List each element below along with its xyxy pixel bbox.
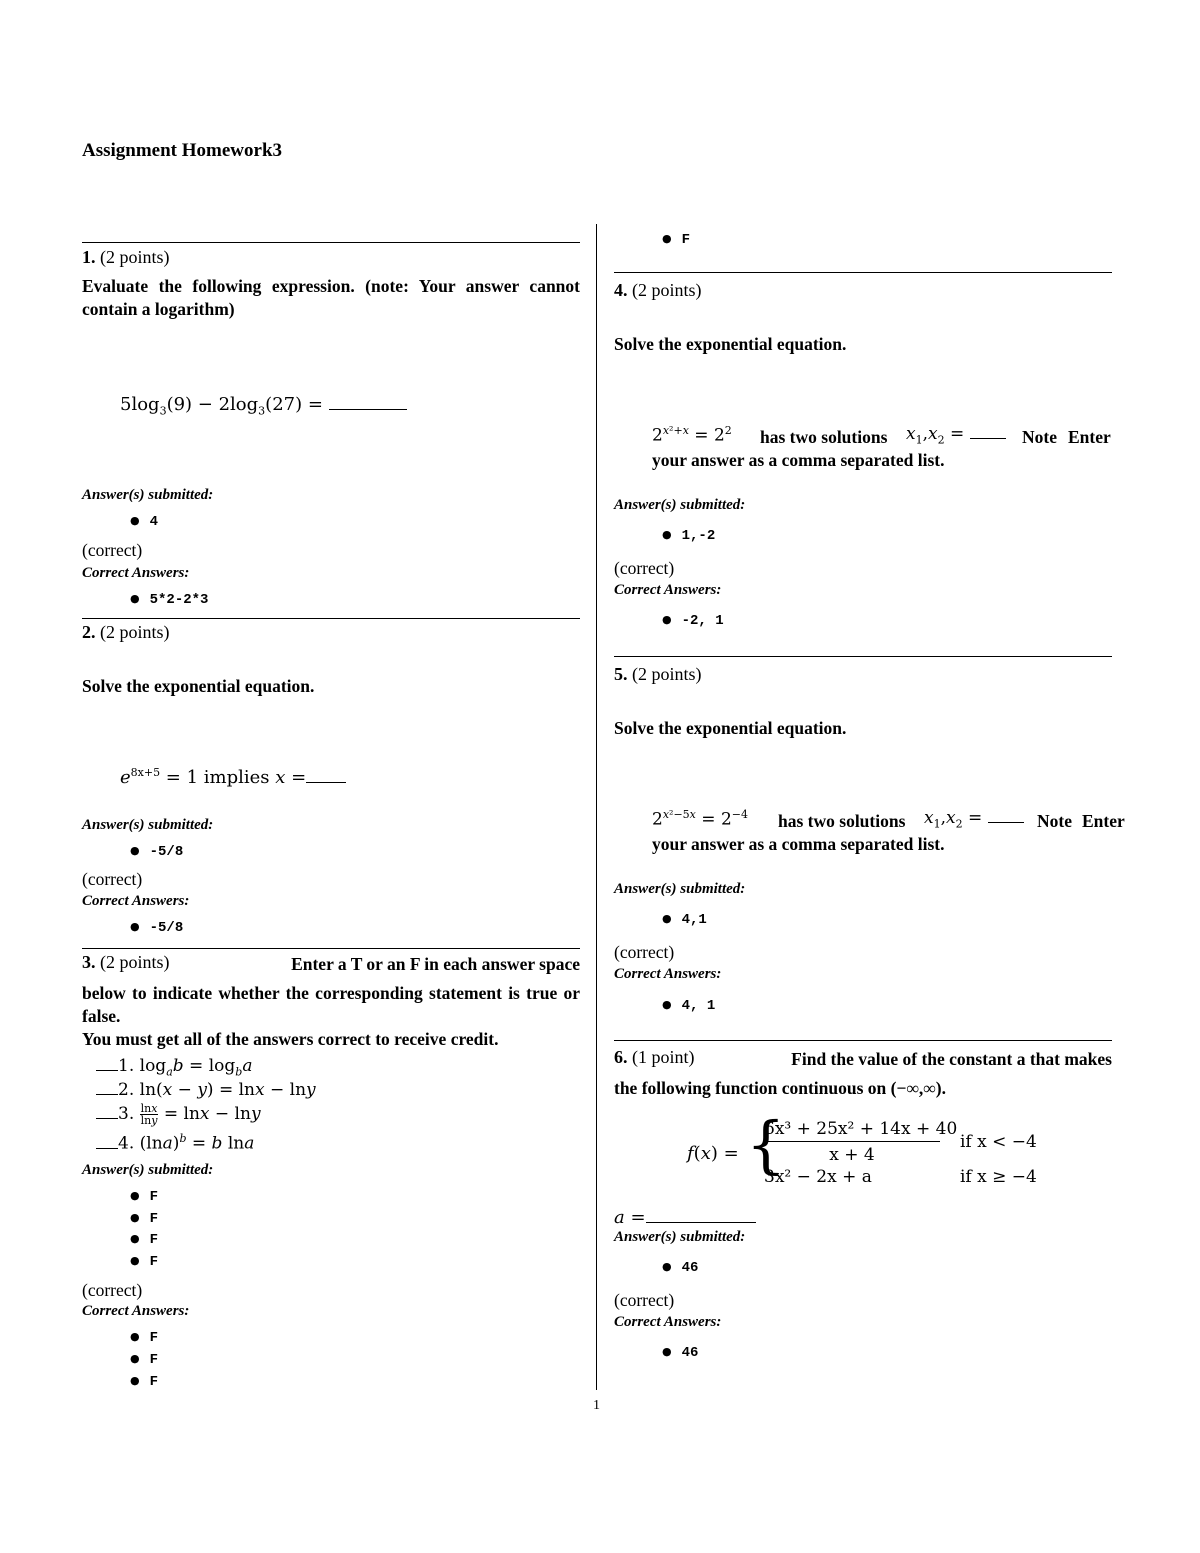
submitted-answer: ● 4 xyxy=(130,514,159,530)
problem-4-solutions: $x_1,x_2$ = xyxy=(906,424,1006,446)
problem-1-header xyxy=(82,247,170,268)
correct-answer: ● 46 xyxy=(662,1345,699,1361)
problem-5-header: 5. (2 points) xyxy=(614,664,702,684)
submitted-label: Answer(s) submitted: xyxy=(82,817,214,833)
problem-6-prompt: the following function continuous on (−∞,∞). xyxy=(614,1078,946,1098)
correct-answer: ● F xyxy=(130,1352,159,1368)
answer-blank[interactable] xyxy=(646,1222,756,1223)
problem-4-note: Enter your answer as a comma separated list. xyxy=(652,427,1111,470)
correct-answer: ● 4, 1 xyxy=(662,998,716,1014)
answer-blank[interactable] xyxy=(329,409,407,410)
submitted-answer: ● 46 xyxy=(662,1260,699,1276)
correct-answer: ● -5/8 xyxy=(130,920,184,936)
correct-answer: ● F xyxy=(130,1374,159,1390)
piece2-condition: if x ≥ −4 xyxy=(960,1167,1037,1187)
submitted-answer: ● 4,1 xyxy=(662,912,707,928)
tf-statement: 3. $\frac{\ln x}{\ln y}$ = lnx − lny xyxy=(96,1103,261,1126)
problem-3-prompt: below to indicate whether the corresponding statement is true or false. xyxy=(82,983,580,1026)
problem-5-solutions: $x_1,x_2$ = xyxy=(924,808,1024,830)
page-number: 1 xyxy=(593,1398,600,1413)
status-text: (correct) xyxy=(614,942,675,962)
status-text: (correct) xyxy=(82,540,143,560)
problem-5-note: Enter your answer as a comma separated list. xyxy=(652,811,1125,854)
correct-answer: ● F xyxy=(130,1330,159,1346)
problem-4-header: 4. (2 points) xyxy=(614,280,702,300)
correct-answer: ● F xyxy=(662,232,691,248)
problem-3-prompt-lead: Enter a T or an F in each answer space xyxy=(291,954,580,974)
problem-3-header: 3. (2 points) xyxy=(82,952,170,972)
problem-separator xyxy=(614,272,1112,273)
status-text: (correct) xyxy=(614,1290,675,1310)
problem-5-note-label: Note xyxy=(1037,811,1072,831)
problem-4-mid-text: has two solutions xyxy=(760,427,888,447)
answer-blank[interactable] xyxy=(306,782,346,783)
submitted-answer: ● F xyxy=(130,1211,159,1227)
answer-blank[interactable] xyxy=(96,1148,118,1149)
submitted-answer: ● F xyxy=(130,1189,159,1205)
answer-blank[interactable] xyxy=(96,1118,118,1119)
piece1-denominator: x + 4 xyxy=(829,1145,875,1165)
correct-label: Correct Answers: xyxy=(82,893,190,909)
problem-1-expression: $5\log_3(9) - 2\log_3(27)$ = xyxy=(120,394,407,418)
correct-label: Correct Answers: xyxy=(82,1303,190,1319)
problem-1-prompt: Evaluate the following expression. (note: Your answer cannot contain a logarithm) xyxy=(82,276,580,319)
submitted-label: Answer(s) submitted: xyxy=(614,881,746,897)
function-name: f(x) = xyxy=(687,1143,739,1164)
status-text: (correct) xyxy=(82,869,143,889)
submitted-answer: ● -5/8 xyxy=(130,844,184,860)
problem-6-prompt-lead: Find the value of the constant a that makes xyxy=(791,1049,1112,1069)
status-text: (correct) xyxy=(82,1280,143,1300)
submitted-answer: ● F xyxy=(130,1232,159,1248)
problem-5-mid-text: has two solutions xyxy=(778,811,906,831)
page-title: Assignment Homework3 xyxy=(82,140,283,161)
answer-line: a = xyxy=(614,1207,756,1228)
piece2-expression: 3x² − 2x + a xyxy=(764,1167,872,1187)
problem-4-expression: $2^{x^2+x} = 2^2$ xyxy=(652,424,732,446)
problem-6-header: 6. (1 point) xyxy=(614,1047,695,1067)
answer-blank[interactable] xyxy=(96,1070,118,1071)
problem-4-note-label: Note xyxy=(1022,427,1057,447)
correct-label: Correct Answers: xyxy=(614,582,722,598)
submitted-label: Answer(s) submitted: xyxy=(614,1229,746,1245)
problem-points: (2 points) xyxy=(100,247,170,267)
correct-label: Correct Answers: xyxy=(614,966,722,982)
column-divider xyxy=(596,224,597,1390)
correct-label: Correct Answers: xyxy=(614,1314,722,1330)
correct-label: Correct Answers: xyxy=(82,565,190,581)
tf-statement: 4. $(\ln a)^b = b$ lna xyxy=(96,1132,254,1154)
piece1-condition: if x < −4 xyxy=(960,1132,1037,1152)
answer-blank[interactable] xyxy=(96,1094,118,1095)
piece1-numerator: 6x³ + 25x² + 14x + 40 xyxy=(764,1119,940,1142)
problem-separator xyxy=(82,948,580,949)
problem-2-expression: $e^{8x+5} = 1$ implies x = xyxy=(120,766,346,788)
problem-4-prompt: Solve the exponential equation. xyxy=(614,334,847,354)
problem-number: 1. xyxy=(82,247,96,267)
problem-separator xyxy=(614,656,1112,657)
submitted-label: Answer(s) submitted: xyxy=(82,487,214,503)
correct-answer: ● -2, 1 xyxy=(662,613,724,629)
problem-separator xyxy=(82,618,580,619)
problem-separator xyxy=(614,1040,1112,1041)
problem-2-header: 2. (2 points) xyxy=(82,622,170,642)
submitted-label: Answer(s) submitted: xyxy=(82,1162,214,1178)
problem-separator xyxy=(82,242,580,243)
tf-statement: 1. $\log_ab = \log_ba$ xyxy=(96,1056,252,1078)
brace: { xyxy=(746,1108,786,1181)
problem-3-note: You must get all of the answers correct to receive credit. xyxy=(82,1029,499,1049)
problem-5-prompt: Solve the exponential equation. xyxy=(614,718,847,738)
problem-5-expression: $2^{x^2-5x} = 2^{-4}$ xyxy=(652,808,748,830)
correct-answer: ● 5*2-2*3 xyxy=(130,592,209,608)
submitted-answer: ● F xyxy=(130,1254,159,1270)
problem-2-prompt: Solve the exponential equation. xyxy=(82,676,315,696)
submitted-label: Answer(s) submitted: xyxy=(614,497,746,513)
submitted-answer: ● 1,-2 xyxy=(662,528,716,544)
tf-statement: 2. ln(x − y) = lnx − lny xyxy=(96,1080,316,1100)
status-text: (correct) xyxy=(614,558,675,578)
